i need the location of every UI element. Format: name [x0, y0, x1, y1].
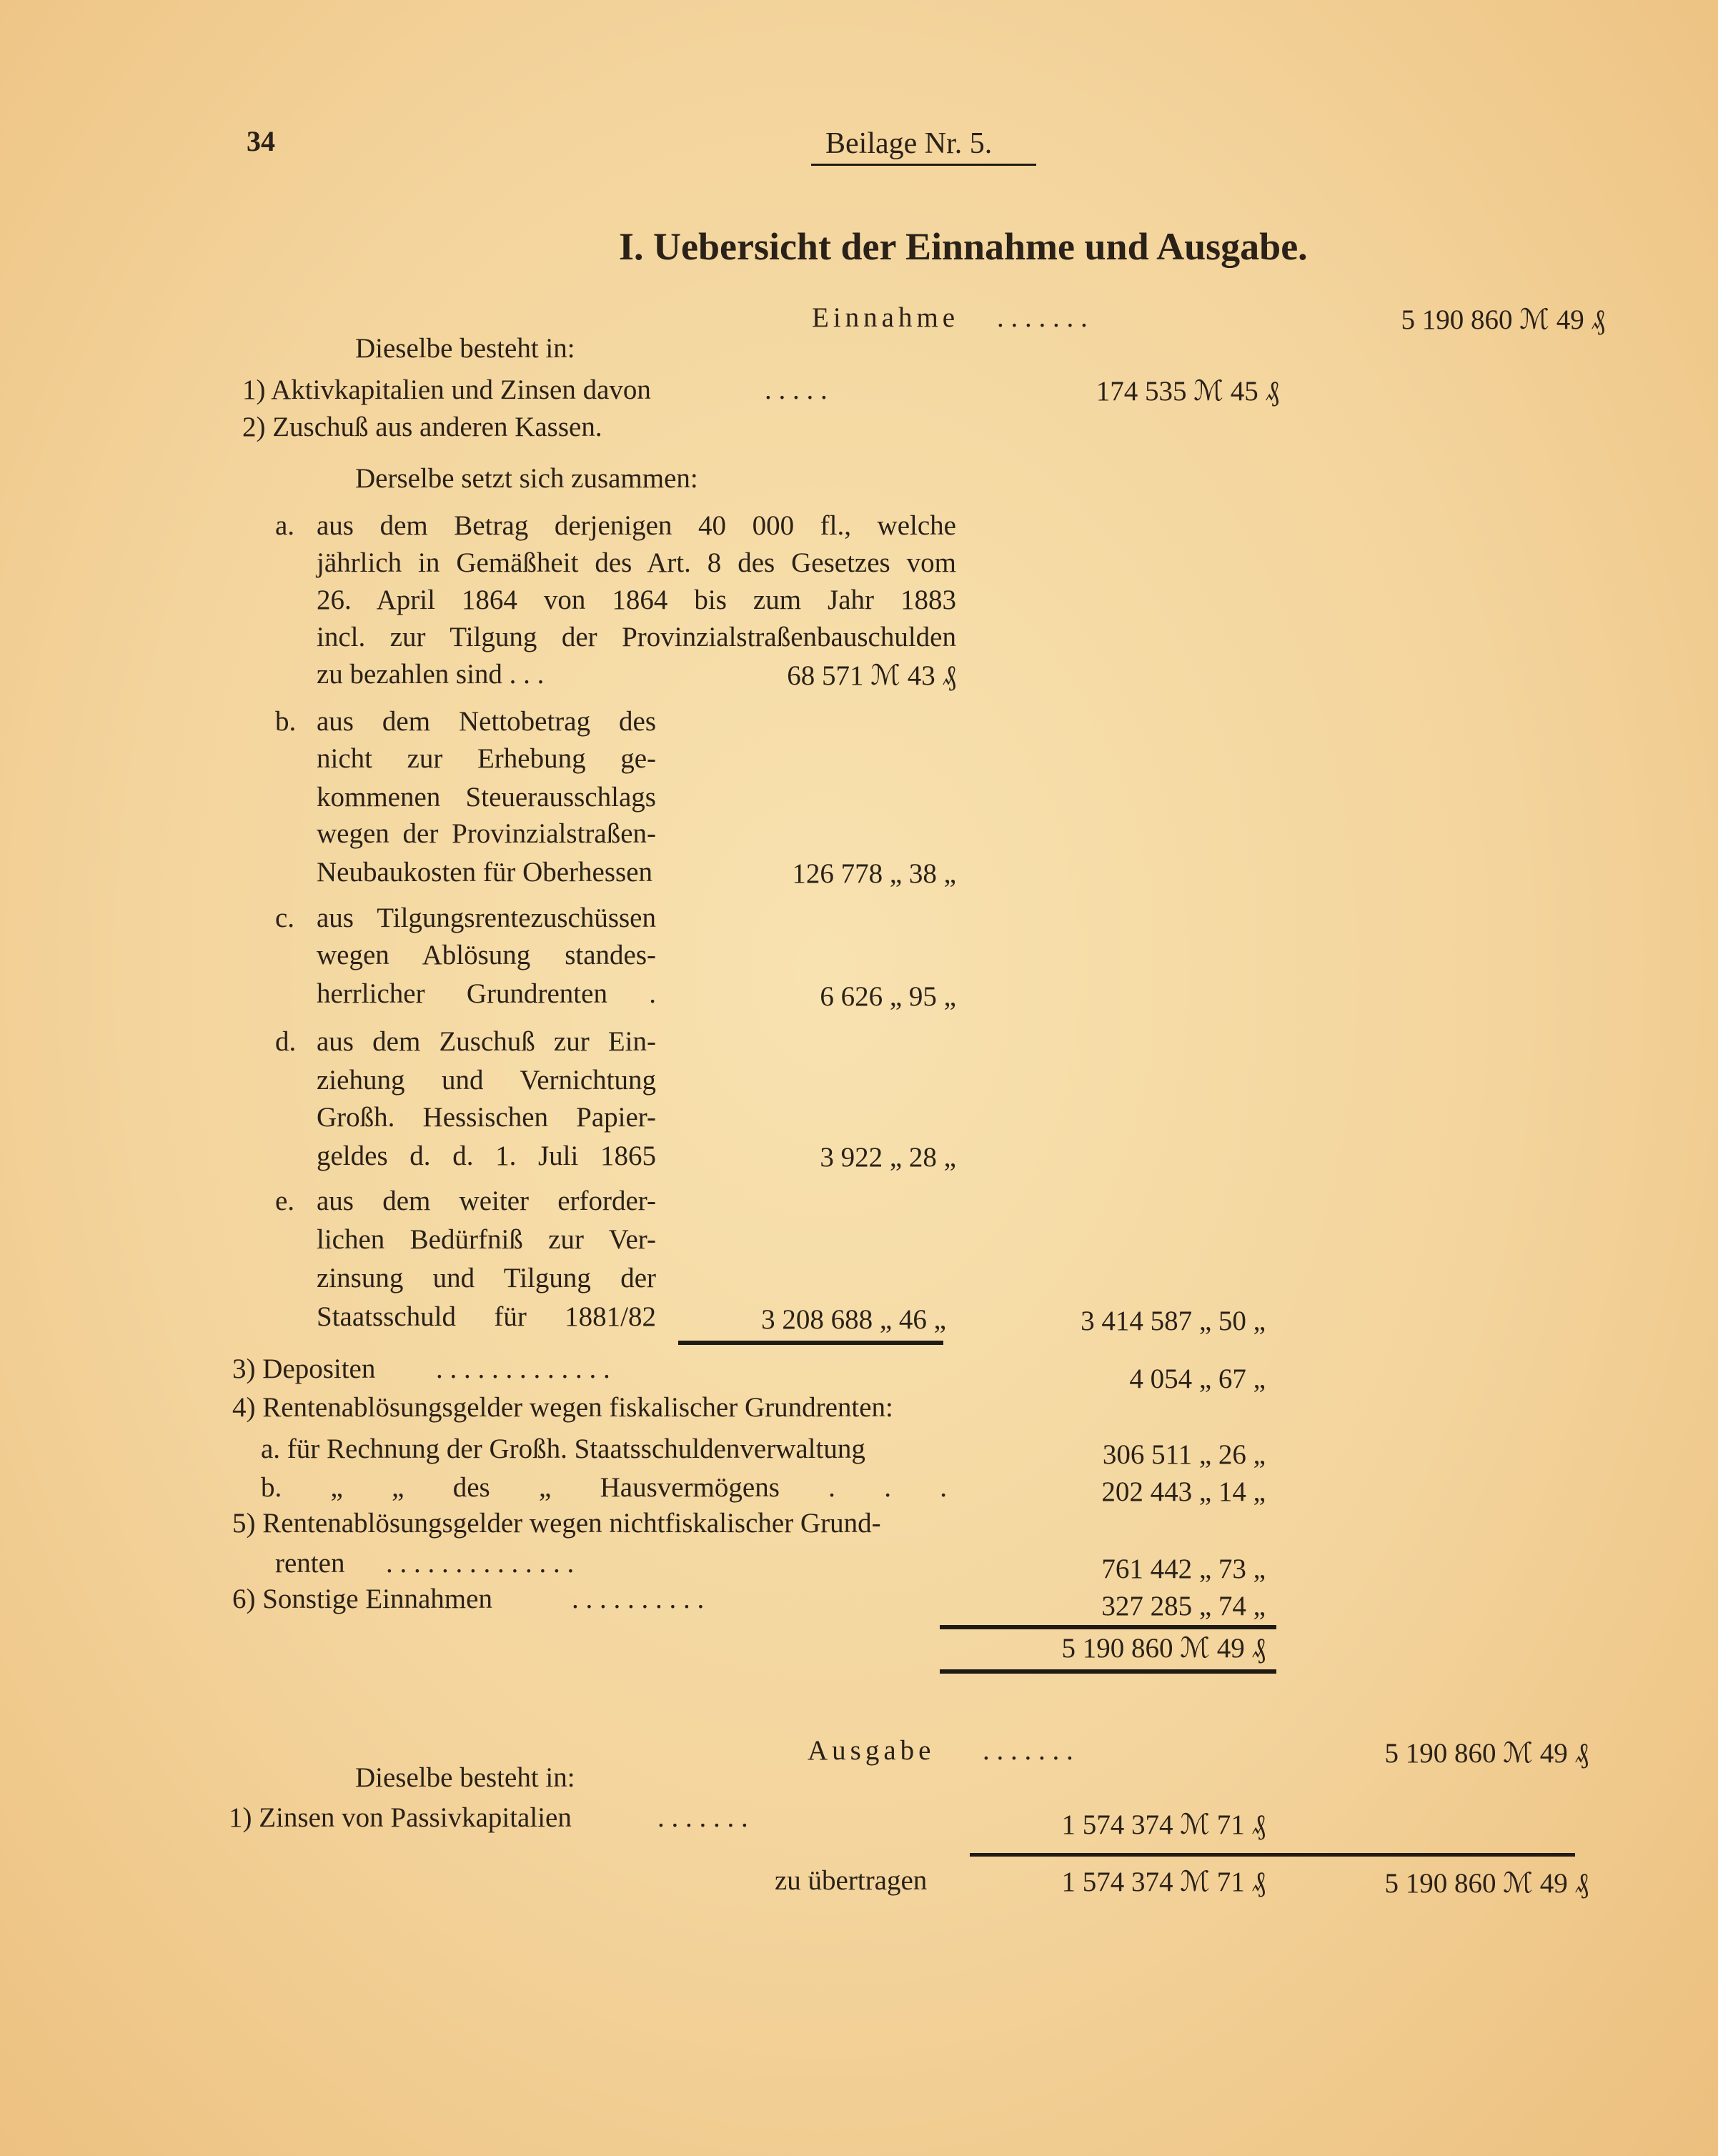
- sub-d-amount: 3 922 „ 28 „: [820, 1142, 956, 1173]
- header-rule: [811, 164, 1036, 166]
- ausgabe-intro: Dieselbe besteht in:: [355, 1762, 575, 1793]
- sub-b-amount: 126 778 „ 38 „: [792, 858, 956, 889]
- sub-c-line: aus Tilgungsrentezuschüssen: [317, 903, 656, 933]
- item-4a-label: a. für Rechnung der Großh. Staatsschuldenverwaltung: [261, 1434, 865, 1464]
- sub-a-amount: 68 571 ℳ 43 ₰: [787, 660, 956, 691]
- sub-intro: Derselbe setzt sich zusammen:: [355, 463, 698, 494]
- einnahme-total: 5 190 860 ℳ 49 ₰: [1401, 304, 1605, 335]
- supplement-label: Beilage Nr. 5.: [825, 127, 993, 160]
- sub-e-line: zinsung und Tilgung der: [317, 1263, 656, 1293]
- ausgabe-label: Ausgabe: [808, 1735, 935, 1766]
- einnahme-intro: Dieselbe besteht in:: [355, 333, 575, 364]
- item-2-subtotal: 3 414 587 „ 50 „: [1081, 1306, 1266, 1336]
- sub-a-line: incl. zur Tilgung der Provinzialstraßenbauschulden: [317, 622, 956, 652]
- item-6-amount: 327 285 „ 74 „: [1101, 1591, 1266, 1621]
- sub-b-marker: b.: [275, 706, 297, 737]
- carry-rule: [970, 1853, 1575, 1857]
- sub-e-marker: e.: [275, 1186, 295, 1216]
- sub-c-marker: c.: [275, 903, 295, 933]
- leader-dots: . . . . . . .: [657, 1802, 748, 1833]
- item-1-label: 1) Aktivkapitalien und Zinsen davon: [242, 374, 651, 405]
- sub-d-line: aus dem Zuschuß zur Ein-: [317, 1026, 656, 1057]
- sub-a-line: zu bezahlen sind . . .: [317, 659, 545, 690]
- sub-b-line: Neubaukosten für Oberhessen: [317, 857, 653, 888]
- ausgabe-item-1-label: 1) Zinsen von Passivkapitalien: [229, 1802, 572, 1833]
- einnahme-label: Einnahme: [812, 302, 960, 333]
- subtotal-rule: [678, 1341, 943, 1345]
- leader-dots: . . . . . . .: [983, 1735, 1073, 1766]
- page-title: I. Uebersicht der Einnahme und Ausgabe.: [619, 225, 1308, 268]
- item-2-label: 2) Zuschuß aus anderen Kassen.: [242, 412, 602, 442]
- sub-c-line: herrlicher Grundrenten .: [317, 978, 656, 1009]
- item-4a-amount: 306 511 „ 26 „: [1102, 1439, 1266, 1470]
- sub-b-line: aus dem Nettobetrag des: [317, 706, 656, 737]
- sub-b-line: nicht zur Erhebung ge-: [317, 743, 656, 774]
- sum-rule-top: [940, 1625, 1276, 1629]
- item-4b-label: b. „ „ des „ Hausvermögens . . .: [261, 1472, 947, 1503]
- carry-label: zu übertragen: [775, 1865, 928, 1896]
- leader-dots: . . . . . . . . . . . . . .: [386, 1548, 575, 1579]
- item-1-amount: 174 535 ℳ 45 ₰: [1096, 376, 1279, 407]
- item-3-amount: 4 054 „ 67 „: [1129, 1363, 1266, 1394]
- sub-e-line: Staatsschuld für 1881/82: [317, 1301, 656, 1332]
- item-6-label: 6) Sonstige Einnahmen: [232, 1584, 492, 1614]
- ausgabe-item-1-amount: 1 574 374 ℳ 71 ₰: [1061, 1809, 1266, 1840]
- sub-d-line: geldes d. d. 1. Juli 1865: [317, 1141, 656, 1171]
- item-5-label-cont: renten: [275, 1548, 345, 1579]
- sub-d-marker: d.: [275, 1026, 297, 1057]
- sub-a-line: jährlich in Gemäßheit des Art. 8 des Gesetzes vom: [317, 547, 956, 578]
- leader-dots: . . . . .: [765, 374, 828, 405]
- leader-dots: . . . . . . .: [997, 302, 1088, 333]
- sub-d-line: Großh. Hessischen Papier-: [317, 1102, 656, 1133]
- leader-dots: . . . . . . . . . . . . .: [436, 1353, 610, 1384]
- sub-a-line: aus dem Betrag derjenigen 40 000 fl., welche: [317, 510, 956, 541]
- sub-a-marker: a.: [275, 510, 295, 541]
- sub-b-line: kommenen Steuerausschlags: [317, 782, 656, 813]
- sub-d-line: ziehung und Vernichtung: [317, 1065, 656, 1096]
- sub-e-line: lichen Bedürfniß zur Ver-: [317, 1224, 656, 1255]
- sub-c-amount: 6 626 „ 95 „: [820, 981, 956, 1012]
- einnahme-sum: 5 190 860 ℳ 49 ₰: [1061, 1633, 1266, 1664]
- ausgabe-total: 5 190 860 ℳ 49 ₰: [1384, 1738, 1589, 1769]
- item-5-amount: 761 442 „ 73 „: [1101, 1554, 1266, 1584]
- sub-a-line: 26. April 1864 von 1864 bis zum Jahr 1883: [317, 585, 956, 615]
- page-number: 34: [247, 125, 275, 157]
- sub-b-line: wegen der Provinzialstraßen-: [317, 818, 656, 849]
- sub-e-line: aus dem weiter erforder-: [317, 1186, 656, 1216]
- item-5-label: 5) Rentenablösungsgelder wegen nichtfiskalischer Grund-: [232, 1508, 881, 1539]
- item-4-label: 4) Rentenablösungsgelder wegen fiskalischer Grundrenten:: [232, 1392, 893, 1423]
- sum-rule-bottom: [940, 1669, 1276, 1674]
- carry-amount: 1 574 374 ℳ 71 ₰: [1061, 1867, 1266, 1897]
- carry-total: 5 190 860 ℳ 49 ₰: [1384, 1868, 1589, 1899]
- item-3-label: 3) Depositen: [232, 1353, 376, 1384]
- item-4b-amount: 202 443 „ 14 „: [1101, 1476, 1266, 1507]
- sub-e-amount: 3 208 688 „ 46 „: [761, 1304, 946, 1335]
- sub-c-line: wegen Ablösung standes-: [317, 940, 656, 970]
- leader-dots: . . . . . . . . . .: [572, 1584, 705, 1614]
